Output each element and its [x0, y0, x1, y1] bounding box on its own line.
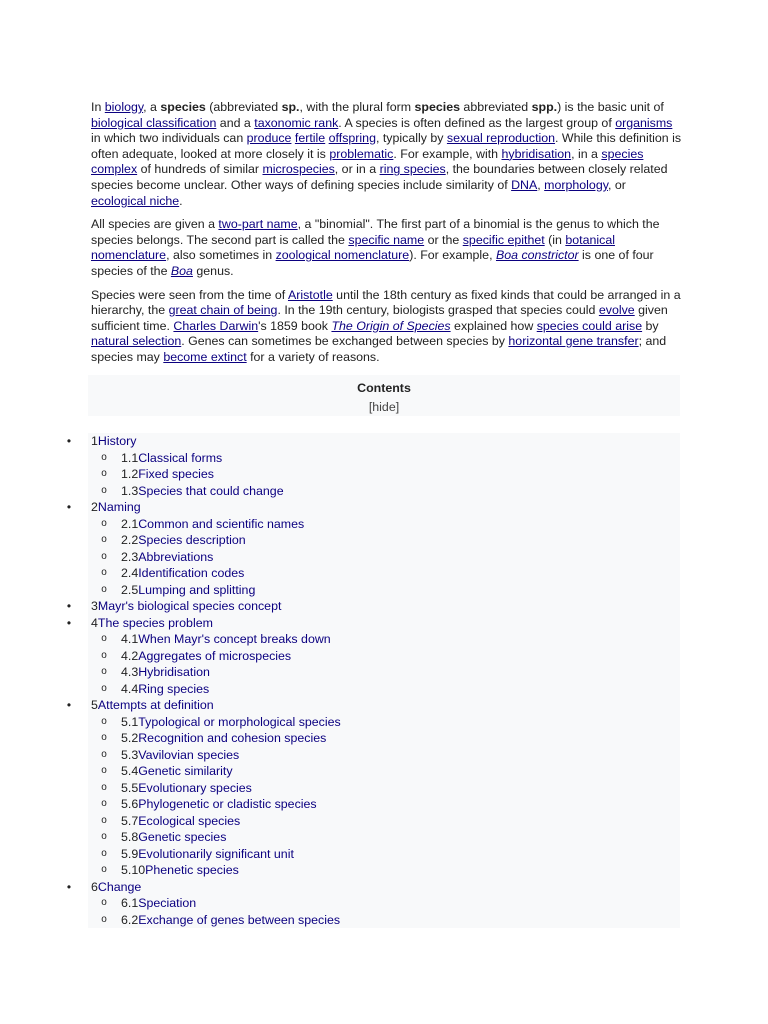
body-text: ; and species may [91, 334, 667, 364]
circle-bullet-icon: o [101, 484, 107, 496]
disc-bullet-icon: • [66, 879, 72, 894]
toc-entry-text[interactable] [121, 846, 294, 863]
article-link[interactable]: microspecies [262, 162, 335, 177]
article-link[interactable]: Boa constrictor [495, 248, 579, 263]
body-text: is one of four species of the [91, 248, 654, 278]
body-text: by [642, 318, 659, 333]
toc-entry[interactable] [0, 780, 768, 797]
intro-paragraph-2 [91, 217, 683, 279]
circle-bullet-icon: o [101, 633, 107, 644]
body-text: , a [143, 100, 161, 114]
bold-term: spp. [531, 100, 558, 114]
body-text: , in a [571, 146, 602, 161]
circle-bullet-icon: o [101, 814, 107, 826]
body-text: . For example, with [393, 146, 502, 161]
article-link[interactable]: Aristotle [287, 287, 333, 302]
toc-entry-text[interactable] [121, 862, 239, 879]
circle-bullet-icon: o [101, 567, 107, 578]
body-text: ). For example, [409, 248, 496, 263]
toc-entry[interactable] [0, 763, 768, 780]
toc-entry[interactable] [0, 846, 768, 863]
toc-label[interactable]: Phenetic species [145, 863, 239, 877]
toc-entry-text[interactable] [121, 747, 239, 764]
article-link[interactable]: DNA [511, 177, 538, 192]
circle-bullet-icon: o [101, 765, 107, 776]
toc-entry-text[interactable] [91, 433, 136, 450]
body-text: , also sometimes in [166, 248, 276, 263]
toc-number: 5 [91, 698, 98, 712]
toc-number: 2.4 [121, 566, 139, 580]
body-text: or the [424, 232, 463, 247]
toc-number: 6.2 [121, 912, 139, 927]
toc-entry[interactable] [0, 730, 768, 747]
body-text: for a variety of reasons. [246, 349, 380, 364]
toc-entry[interactable] [0, 681, 768, 698]
toc-label[interactable]: Common and scientific names [138, 516, 305, 531]
body-text: Species were seen from the time of [91, 287, 288, 302]
toc-label[interactable]: Classical forms [138, 450, 223, 465]
toc-entry-text[interactable] [121, 648, 291, 665]
toc-number: 2.5 [121, 582, 139, 597]
circle-bullet-icon: o [101, 831, 107, 842]
article-link[interactable]: Boa [170, 263, 193, 278]
circle-bullet-icon: o [101, 864, 107, 875]
body-text: , with the plural form [299, 100, 415, 114]
body-text: (abbreviated [205, 100, 282, 114]
toc-entry-text[interactable] [121, 631, 331, 648]
circle-bullet-icon: o [101, 682, 107, 694]
toc-entry-text[interactable] [91, 499, 141, 516]
body-text: of hundreds of similar [137, 162, 263, 177]
toc-label[interactable]: Abbreviations [138, 549, 214, 564]
body-text: , a "binomial". The first part of a binomial is the genus to which the species belongs. The second part is called the [91, 217, 660, 247]
circle-bullet-icon: o [101, 715, 107, 727]
article-link[interactable]: great chain of being [168, 303, 278, 318]
article-link[interactable]: fertile [294, 131, 326, 146]
toc-number: 5.4 [121, 764, 139, 778]
toc-entry-text[interactable] [121, 714, 341, 731]
toc-label[interactable]: History [97, 434, 137, 448]
article-link[interactable]: taxonomic rank [254, 115, 339, 130]
toc-entry[interactable] [0, 697, 768, 714]
toc-number: 5.8 [121, 830, 139, 844]
toc-label[interactable]: Ring species [138, 681, 210, 696]
toc-entry-text[interactable] [121, 681, 209, 698]
disc-bullet-icon: • [66, 698, 72, 712]
toc-number: 2.3 [121, 549, 139, 564]
disc-bullet-icon: • [66, 599, 72, 613]
toc-label[interactable]: Attempts at definition [97, 698, 214, 712]
body-text: , typically by [375, 131, 447, 146]
circle-bullet-icon: o [101, 913, 107, 925]
article-link[interactable]: ring species [379, 162, 446, 177]
toc-number: 6 [91, 879, 98, 894]
toc-entry[interactable] [0, 912, 768, 929]
circle-bullet-icon: o [101, 550, 107, 562]
toc-entry[interactable] [0, 516, 768, 533]
article-link[interactable]: biology [104, 100, 144, 114]
toc-entry[interactable] [0, 598, 768, 615]
article-link[interactable]: organisms [615, 115, 673, 130]
toc-label[interactable]: Genetic species [138, 830, 227, 844]
toc-number: 1.3 [121, 483, 139, 498]
circle-bullet-icon: o [101, 517, 107, 529]
intro-paragraph-3 [91, 288, 683, 366]
toc-number: 2 [91, 500, 98, 514]
article-link[interactable]: ecological niche [91, 193, 180, 208]
article-link[interactable]: zoological nomenclature [275, 248, 410, 263]
toc-row-background [88, 499, 680, 516]
toc-number: 6.1 [121, 896, 139, 910]
toc-number: 4 [91, 615, 98, 630]
toc-number: 5.9 [121, 846, 139, 861]
toc-label[interactable]: Change [97, 879, 142, 894]
body-text: abbreviated [459, 100, 532, 114]
circle-bullet-icon: o [101, 534, 107, 545]
toc-entry-text[interactable] [121, 895, 196, 912]
toc-entry[interactable] [0, 433, 768, 450]
toc-number: 4.2 [121, 648, 139, 663]
toc-label[interactable]: Naming [97, 500, 141, 514]
toc-label[interactable]: Species that could change [138, 483, 284, 498]
toc-label[interactable]: Aggregates of microspecies [138, 648, 292, 663]
toc-label[interactable]: Hybridisation [138, 665, 210, 679]
toc-label[interactable]: Phylogenetic or cladistic species [138, 797, 317, 811]
toc-number: 5.10 [121, 863, 146, 877]
article-link[interactable]: species complex [91, 146, 644, 177]
circle-bullet-icon: o [101, 847, 107, 859]
toc-number: 1.2 [121, 467, 139, 481]
disc-bullet-icon: • [66, 615, 72, 630]
toc-entry-text[interactable] [91, 615, 213, 632]
toc-list [0, 433, 768, 928]
toc-entry-text[interactable] [91, 598, 281, 615]
toc-label[interactable]: Recognition and cohesion species [138, 731, 327, 745]
toc-entry-text[interactable] [121, 466, 214, 483]
article-link[interactable]: sexual reproduction [446, 131, 556, 146]
toc-entry-text[interactable] [121, 483, 284, 500]
toc-entry-text[interactable] [121, 450, 222, 467]
article-link[interactable]: hybridisation [501, 146, 572, 161]
body-text: ) is the basic unit of [557, 100, 664, 114]
toc-entry-text[interactable] [121, 565, 244, 582]
body-text: . Genes can sometimes be exchanged between species by [181, 334, 509, 349]
toc-label[interactable]: Species description [138, 533, 246, 547]
body-text: , [537, 177, 545, 192]
toc-entry-text[interactable] [121, 912, 340, 929]
body-text: All species are given a [91, 217, 219, 232]
body-text: explained how [450, 318, 537, 333]
body-text: in which two individuals can [91, 131, 247, 146]
circle-bullet-icon: o [101, 666, 107, 677]
article-link[interactable]: natural selection [91, 334, 182, 349]
toc-number: 5.1 [121, 714, 139, 729]
toc-label[interactable]: Ecological species [138, 813, 241, 828]
circle-bullet-icon: o [101, 798, 107, 809]
article-link[interactable]: The Origin of Species [331, 318, 451, 333]
toc-number: 1 [91, 434, 98, 448]
toc-entry-text[interactable] [121, 582, 255, 599]
body-text: , or in a [334, 162, 380, 177]
toc-number: 5.3 [121, 747, 139, 762]
toc-entry-text[interactable] [121, 763, 233, 780]
toc-number: 3 [91, 599, 98, 613]
toc-entry[interactable] [0, 895, 768, 912]
toc-entry[interactable] [0, 714, 768, 731]
toc-label[interactable]: Fixed species [138, 467, 214, 481]
article-link[interactable]: evolve [598, 303, 635, 318]
toc-entry[interactable] [0, 829, 768, 846]
toc-entry[interactable] [0, 747, 768, 764]
toc-entry[interactable] [0, 466, 768, 483]
circle-bullet-icon: o [101, 732, 107, 743]
body-text: . [179, 193, 183, 208]
toc-entry[interactable] [0, 648, 768, 665]
toc-entry[interactable] [0, 796, 768, 813]
body-text: . In the 19th century, biologists grasped that species could [277, 303, 599, 318]
toc-entry[interactable] [0, 615, 768, 632]
circle-bullet-icon: o [101, 451, 107, 463]
bold-term: species [414, 100, 460, 114]
circle-bullet-icon: o [101, 748, 107, 760]
toc-entry-text[interactable] [121, 664, 210, 681]
toc-number: 5.5 [121, 780, 139, 795]
circle-bullet-icon: o [101, 649, 107, 661]
toc-entry-text[interactable] [91, 697, 214, 714]
toc-label[interactable]: When Mayr's concept breaks down [138, 632, 331, 646]
toc-entry[interactable] [0, 565, 768, 582]
toc-entry-text[interactable] [121, 829, 226, 846]
body-text: (in [544, 232, 566, 247]
toc-number: 4.1 [121, 632, 139, 646]
disc-bullet-icon: • [66, 434, 72, 448]
intro-paragraph-1 [91, 100, 683, 209]
toc-label[interactable]: Typological or morphological species [138, 714, 341, 729]
toc-label[interactable]: Speciation [138, 896, 197, 910]
toc-entry[interactable] [0, 499, 768, 516]
toc-entry[interactable] [0, 582, 768, 599]
toc-row-background [88, 433, 680, 450]
circle-bullet-icon: o [101, 468, 107, 479]
toc-number: 4.3 [121, 665, 139, 679]
toc-entry[interactable] [0, 631, 768, 648]
toc-entry-text[interactable] [121, 796, 317, 813]
article-link[interactable]: botanical nomenclature [91, 232, 615, 263]
circle-bullet-icon: o [101, 897, 107, 908]
toc-label[interactable]: Evolutionarily significant unit [138, 846, 294, 861]
article-link[interactable]: horizontal gene transfer [508, 334, 639, 349]
bold-term: sp. [281, 100, 300, 114]
toc-entry-text[interactable] [121, 532, 246, 549]
toc-row-background [88, 879, 680, 896]
toc-label[interactable]: Lumping and splitting [138, 582, 256, 597]
toc-entry[interactable] [0, 664, 768, 681]
body-text: given sufficient time. [91, 303, 668, 333]
toc-entry[interactable] [0, 549, 768, 566]
body-text: , or [608, 177, 626, 192]
circle-bullet-icon: o [101, 781, 107, 793]
toc-entry-text[interactable] [121, 813, 240, 830]
toc-entry-text[interactable] [121, 730, 326, 747]
toc-entry[interactable] [0, 450, 768, 467]
toc-number: 5.2 [121, 731, 139, 745]
article-link[interactable]: problematic [329, 146, 394, 161]
disc-bullet-icon: • [66, 500, 72, 514]
toc-entry[interactable] [0, 862, 768, 879]
toc-number: 2.2 [121, 533, 139, 547]
toc-number: 5.6 [121, 797, 139, 811]
toc-label[interactable]: Evolutionary species [138, 780, 252, 795]
toc-entry[interactable] [0, 879, 768, 896]
toc-label[interactable]: Exchange of genes between species [138, 912, 341, 927]
body-text: In [91, 100, 105, 114]
body-text: 's 1859 book [258, 318, 332, 333]
body-text: genus. [192, 263, 234, 278]
article-link[interactable]: biological classification [91, 115, 217, 130]
toc-label[interactable]: Identification codes [138, 566, 245, 580]
body-text: and a [216, 115, 255, 130]
toc-entry-text[interactable] [121, 549, 213, 566]
toc-label[interactable]: Mayr's biological species concept [97, 599, 282, 613]
toc-label[interactable]: Vavilovian species [138, 747, 240, 762]
article-body [91, 100, 683, 374]
article-link[interactable]: offspring [328, 131, 376, 146]
toc-entry-text[interactable] [91, 879, 141, 896]
toc-entry[interactable] [0, 813, 768, 830]
body-text: . While this definition is often adequate, looked at more closely it is [91, 131, 682, 161]
toc-number: 1.1 [121, 450, 139, 465]
article-link[interactable]: Charles Darwin [173, 318, 259, 333]
toc-number: 4.4 [121, 681, 139, 696]
toc-hide-toggle[interactable]: [hide] [368, 400, 400, 414]
toc-title: Contents [357, 381, 411, 395]
bold-term: species [160, 100, 206, 114]
article-link[interactable]: become extinct [163, 349, 247, 364]
toc-entry[interactable] [0, 532, 768, 549]
toc-number: 5.7 [121, 813, 139, 828]
article-link[interactable]: specific name [348, 232, 425, 247]
toc-number: 2.1 [121, 516, 139, 531]
body-text: , the boundaries between closely related species become unclear. Other ways of defining species include similarity of [91, 162, 668, 192]
article-link[interactable]: morphology [544, 177, 608, 192]
toc-entry-text[interactable] [121, 516, 304, 533]
toc-label[interactable]: The species problem [97, 615, 213, 630]
toc-label[interactable]: Genetic similarity [138, 764, 233, 778]
circle-bullet-icon: o [101, 583, 107, 595]
body-text: until the 18th century as fixed kinds that could be arranged in a hierarchy, the [91, 287, 681, 318]
toc-entry[interactable] [0, 483, 768, 500]
article-link[interactable]: produce [246, 131, 292, 146]
body-text: . A species is often defined as the largest group of [338, 115, 616, 130]
article-link[interactable]: species could arise [536, 318, 643, 333]
article-link[interactable]: two-part name [218, 217, 298, 232]
article-link[interactable]: specific epithet [462, 232, 545, 247]
toc-header [88, 375, 680, 416]
toc-entry-text[interactable] [121, 780, 252, 797]
